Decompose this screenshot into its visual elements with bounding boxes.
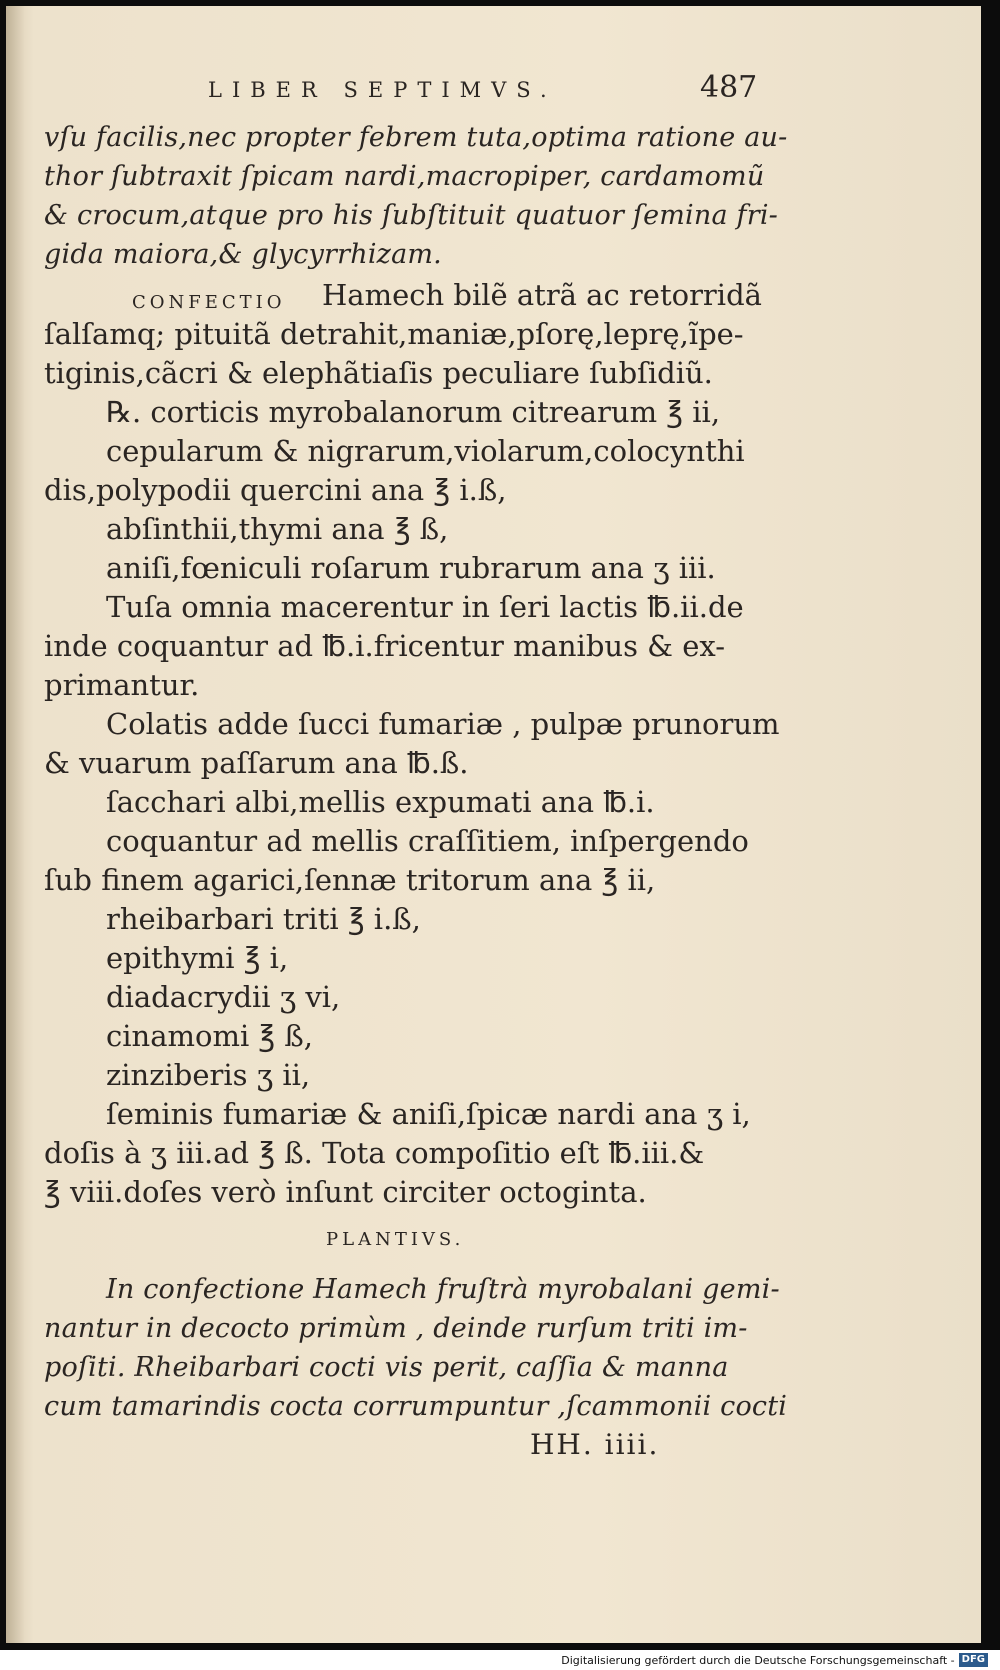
recipe-line: cinamomi ℥ ß, — [106, 1019, 313, 1053]
recipe-line: aniſi,fœniculi roſarum rubrarum ana ʒ iii. — [106, 551, 716, 585]
recipe-line: inde coquantur ad ℔.i.fricentur manibus & ex- — [44, 629, 726, 663]
recipe-line: ℥ viii.doſes verò inſunt circiter octoginta. — [44, 1175, 647, 1209]
recipe-line: epithymi ℥ i, — [106, 941, 289, 975]
text-line: In confectione Hamech fruſtrà myrobalani gemi- — [106, 1274, 780, 1305]
recipe-line: ſub finem agarici,ſennæ tritorum ana ℥ ii, — [44, 863, 656, 897]
recipe-line: coquantur ad mellis craſſitiem, inſpergendo — [106, 824, 749, 858]
recipe-line: diadacrydii ʒ vi, — [106, 980, 341, 1014]
text-line: & crocum,atque pro his ſubſtituit quatuor ſemina fri- — [44, 200, 779, 231]
page-gutter — [6, 6, 24, 1643]
signature-mark: HH. iiii. — [530, 1428, 660, 1461]
recipe-line: dis,polypodii quercini ana ℥ i.ß, — [44, 473, 507, 507]
section-heading: PLANTIVS. — [326, 1229, 465, 1250]
running-title: LIBER SEPTIMVS. — [208, 78, 557, 102]
text-line: poſiti. Rheibarbari cocti vis perit, caſſia & manna — [44, 1352, 729, 1383]
recipe-line: Colatis adde ſucci fumariæ , pulpæ prunorum — [106, 707, 780, 741]
text-line: cum tamarindis cocta corrumpuntur ,ſcammonii cocti — [44, 1391, 788, 1422]
text-line: vſu facilis,nec propter febrem tuta,optima ratione au- — [44, 122, 788, 153]
recipe-line: ſacchari albi,mellis expumati ana ℔.i. — [106, 785, 655, 819]
confectio-label: CONFECTIO — [132, 292, 286, 313]
digitization-credit — [561, 1652, 988, 1668]
recipe-line: ſeminis fumariæ & aniſi,ſpicæ nardi ana ʒ i, — [106, 1097, 751, 1131]
recipe-line: ℞. corticis myrobalanorum citrearum ℥ ii, — [106, 395, 721, 429]
recipe-line: rheibarbari triti ℥ i.ß, — [106, 902, 421, 936]
recipe-line: zinziberis ʒ ii, — [106, 1058, 311, 1092]
text-line: nantur in decocto primùm , deinde rurſum triti im- — [44, 1313, 748, 1344]
recipe-line: abſinthii,thymi ana ℥ ß, — [106, 512, 449, 546]
text-line: thor ſubtraxit ſpicam nardi,macropiper, cardamomũ — [44, 161, 765, 192]
text-line: tiginis,cãcri & elephãtiaſis peculiare ſubſidiũ. — [44, 356, 713, 390]
dfg-logo-icon: DFG — [959, 1653, 988, 1667]
credit-text: Digitalisierung gefördert durch die Deutsche Forschungsgemeinschaft - — [561, 1653, 955, 1667]
text-line: Hamech bilẽ atrã ac retorridã — [322, 278, 762, 312]
recipe-line: primantur. — [44, 668, 200, 702]
text-line: ſalſamq; pituitã detrahit,maniæ,pſorę,leprę,ĩpe- — [44, 317, 744, 351]
recipe-line: doſis à ʒ iii.ad ℥ ß. Tota compoſitio eſt ℔.iii.& — [44, 1136, 705, 1170]
page-number: 487 — [700, 70, 758, 105]
recipe-line: & vuarum paſſarum ana ℔.ß. — [44, 746, 469, 780]
recipe-line: Tuſa omnia macerentur in ſeri lactis ℔.ii.de — [106, 590, 744, 624]
recipe-line: cepularum & nigrarum,violarum,colocynthi — [106, 434, 745, 468]
text-line: gida maiora,& glycyrrhizam. — [44, 239, 442, 270]
